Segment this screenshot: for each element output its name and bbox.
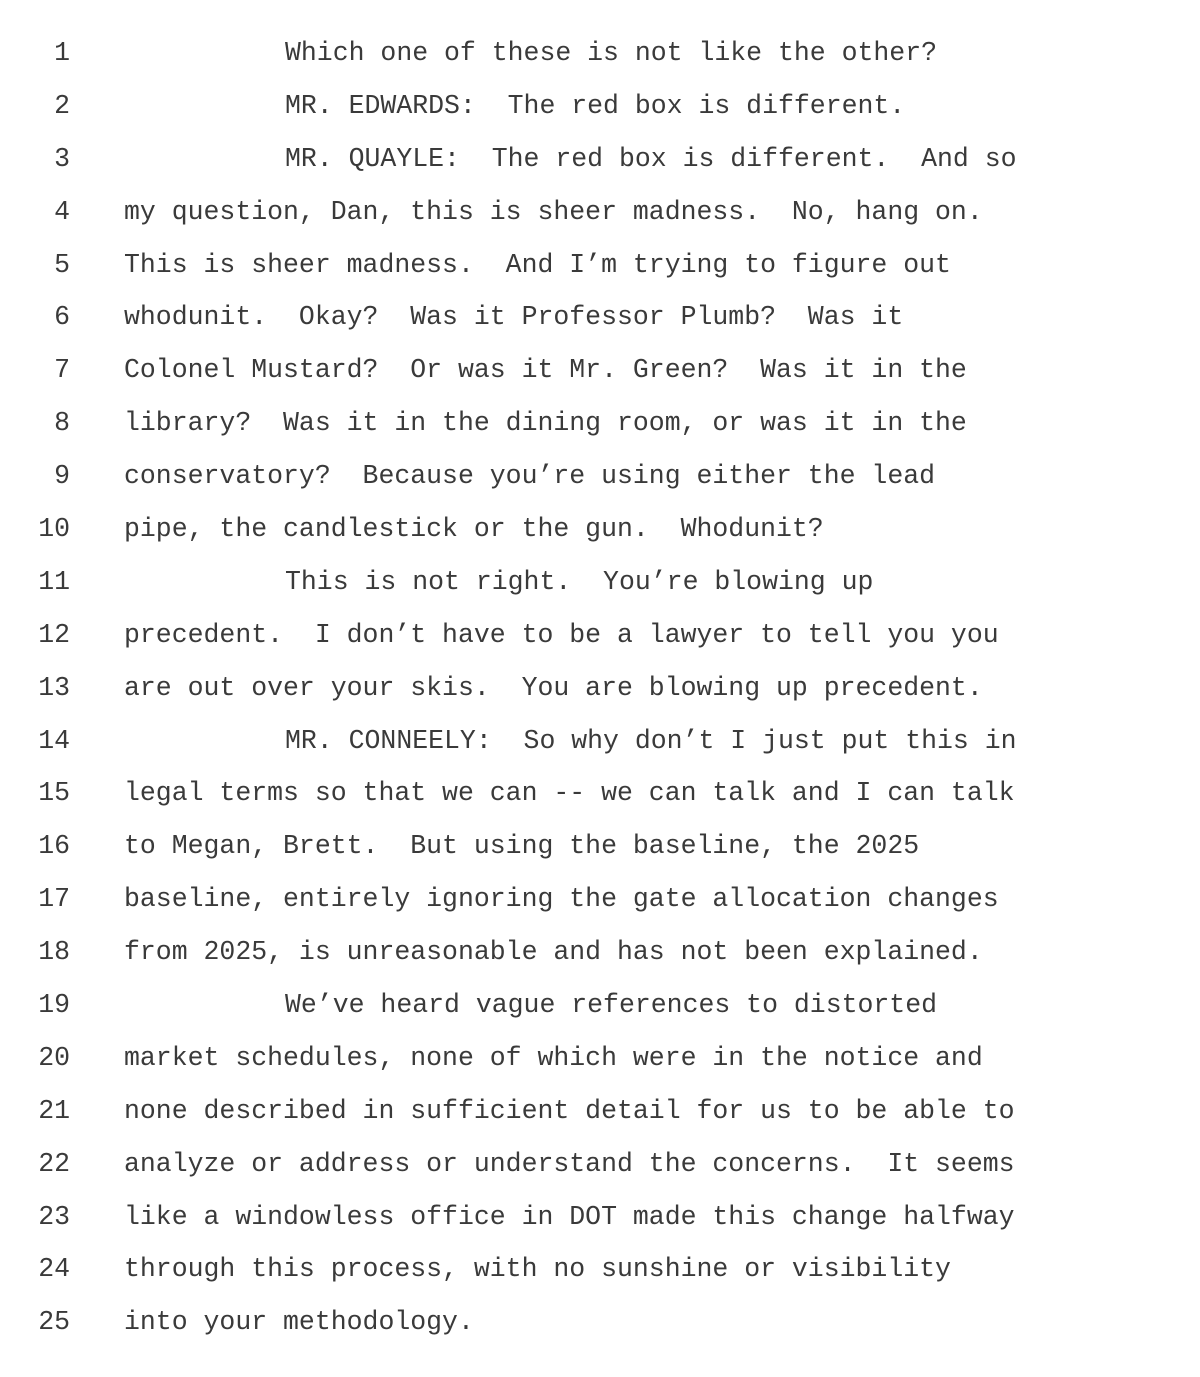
line-text: legal terms so that we can -- we can talk and I can talk — [124, 778, 1015, 809]
transcript-line — [0, 926, 1200, 979]
transcript-line — [0, 27, 1200, 80]
line-text: none described in sufficient detail for us to be able to — [124, 1095, 1015, 1126]
transcript-line — [0, 1296, 1200, 1349]
transcript-line — [0, 1138, 1200, 1191]
line-number: 8 — [54, 408, 70, 439]
transcript-line — [0, 1032, 1200, 1085]
transcript-line — [0, 662, 1200, 715]
line-number: 7 — [54, 355, 70, 386]
transcript-line — [0, 291, 1200, 344]
line-text: through this process, with no sunshine or visibility — [124, 1254, 951, 1285]
line-number: 14 — [38, 725, 70, 756]
transcript-line — [0, 609, 1200, 662]
line-number: 13 — [38, 672, 70, 703]
line-text: from 2025, is unreasonable and has not been explained. — [124, 937, 983, 968]
line-number: 18 — [38, 937, 70, 968]
line-text: are out over your skis. You are blowing up precedent. — [124, 672, 983, 703]
transcript-line — [0, 1085, 1200, 1138]
line-text: market schedules, none of which were in the notice and — [124, 1042, 983, 1073]
line-text: analyze or address or understand the concerns. It seems — [124, 1148, 1015, 1179]
line-number: 24 — [38, 1254, 70, 1285]
transcript-line — [0, 239, 1200, 292]
line-text: conservatory? Because you’re using either the lead — [124, 461, 936, 492]
line-text: my question, Dan, this is sheer madness. No, hang on. — [124, 196, 983, 227]
transcript-line — [0, 397, 1200, 450]
line-text: whodunit. Okay? Was it Professor Plumb? Was it — [124, 302, 904, 333]
transcript-page — [0, 27, 1200, 1349]
line-text: library? Was it in the dining room, or was it in the — [124, 408, 967, 439]
line-text: This is sheer madness. And I’m trying to figure out — [124, 249, 951, 280]
transcript-line — [0, 1191, 1200, 1244]
line-number: 4 — [54, 196, 70, 227]
line-text: MR. EDWARDS: The red box is different. — [285, 90, 906, 121]
line-number: 3 — [54, 143, 70, 174]
line-number: 15 — [38, 778, 70, 809]
line-number: 16 — [38, 831, 70, 862]
line-number: 19 — [38, 990, 70, 1021]
line-text: Colonel Mustard? Or was it Mr. Green? Was it in the — [124, 355, 967, 386]
transcript-line — [0, 133, 1200, 186]
line-number: 10 — [38, 514, 70, 545]
line-number: 11 — [38, 566, 70, 597]
transcript-line — [0, 80, 1200, 133]
line-number: 25 — [38, 1307, 70, 1338]
transcript-line — [0, 344, 1200, 397]
line-text: precedent. I don’t have to be a lawyer to tell you you — [124, 619, 999, 650]
line-number: 23 — [38, 1201, 70, 1232]
transcript-line — [0, 503, 1200, 556]
transcript-line — [0, 1243, 1200, 1296]
transcript-line — [0, 820, 1200, 873]
line-number: 22 — [38, 1148, 70, 1179]
line-text: Which one of these is not like the other? — [285, 38, 938, 68]
line-number: 9 — [54, 461, 70, 492]
transcript-line — [0, 556, 1200, 609]
line-text: baseline, entirely ignoring the gate allocation changes — [124, 884, 999, 915]
transcript-line — [0, 450, 1200, 503]
line-number: 5 — [54, 249, 70, 280]
line-text: We’ve heard vague references to distorted — [285, 990, 938, 1021]
transcript-line — [0, 715, 1200, 768]
transcript-line — [0, 186, 1200, 239]
transcript-line — [0, 873, 1200, 926]
line-number: 2 — [54, 90, 70, 121]
line-text: to Megan, Brett. But using the baseline, the 2025 — [124, 831, 920, 862]
line-text: This is not right. You’re blowing up — [285, 566, 874, 597]
line-text: like a windowless office in DOT made this change halfway — [124, 1201, 1015, 1232]
line-text: into your methodology. — [124, 1307, 474, 1338]
line-number: 20 — [38, 1042, 70, 1073]
line-number: 21 — [38, 1095, 70, 1126]
line-number: 12 — [38, 619, 70, 650]
transcript-line — [0, 979, 1200, 1032]
line-number: 6 — [54, 302, 70, 333]
line-text: MR. QUAYLE: The red box is different. And so — [285, 143, 1017, 174]
line-text: MR. CONNEELY: So why don’t I just put this in — [285, 725, 1017, 756]
transcript-line — [0, 767, 1200, 820]
line-text: pipe, the candlestick or the gun. Whodunit? — [124, 514, 824, 545]
line-number: 1 — [54, 38, 70, 68]
line-number: 17 — [38, 884, 70, 915]
